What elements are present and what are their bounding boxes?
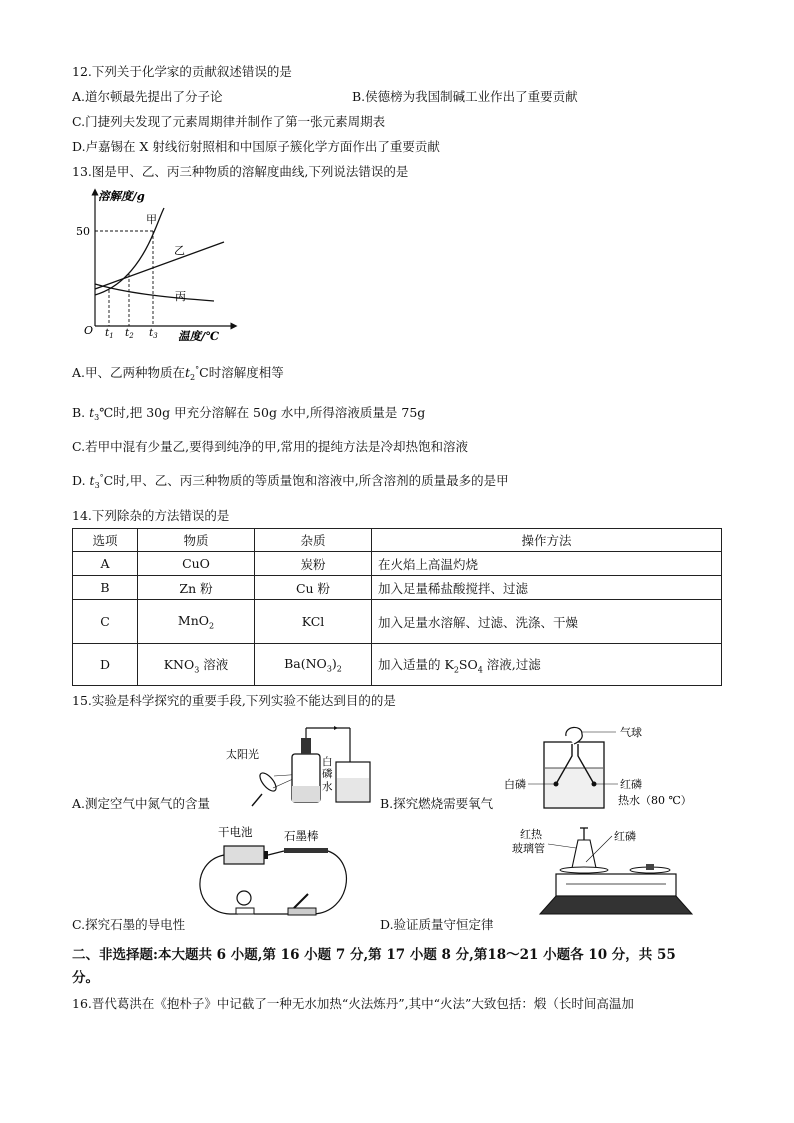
hot-water-label: 热水（80 ℃）	[618, 794, 692, 807]
table-row	[73, 644, 722, 686]
white-p-label-2: 磷	[322, 768, 333, 780]
x-tick-t3: t3	[149, 327, 158, 340]
cell-method: 加入足量稀盐酸搅拌、过滤	[372, 576, 722, 600]
balance-body	[556, 874, 676, 896]
cell-substance: $KNO_3$ 溶液	[138, 644, 255, 686]
cell-impurity: Cu 粉	[255, 576, 372, 600]
q13-option-a: A.甲、乙两种物质在$t_2^\circ C$时溶解度相等	[72, 365, 284, 382]
cell-method: 加入适量的 $K_2SO_4$ 溶液,过滤	[372, 644, 722, 686]
header-substance: 物质	[138, 529, 255, 552]
table-row	[73, 552, 722, 576]
white-p-label-1: 白	[322, 756, 333, 768]
figure-d-apparatus	[500, 822, 700, 922]
balloon-label: 气球	[620, 726, 642, 739]
header-impurity: 杂质	[255, 529, 372, 552]
q15-option-c: C.探究石墨的导电性	[72, 917, 186, 932]
origin-label: O	[84, 324, 94, 337]
header-method: 操作方法	[372, 529, 722, 552]
water-label: 水	[322, 781, 333, 793]
hot-tube-label-1: 红热	[520, 828, 542, 841]
graphite-label: 石墨棒	[284, 829, 319, 843]
section-2-heading-cont: 分。	[72, 970, 99, 986]
table-header-row	[73, 529, 722, 552]
y-axis-label: 溶解度/g	[98, 189, 145, 203]
q12-stem: 12.下列关于化学家的贡献叙述错误的是	[72, 64, 292, 79]
battery-label: 干电池	[218, 825, 253, 839]
q15-option-a: A.测定空气中氮气的含量	[72, 796, 211, 811]
red-p-label: 红磷	[620, 778, 642, 791]
cell-option: D	[73, 644, 138, 686]
cell-method: 在火焰上高温灼烧	[372, 552, 722, 576]
q13-stem: 13.图是甲、乙、丙三种物质的溶解度曲线,下列说法错误的是	[72, 164, 409, 179]
lens	[257, 770, 279, 793]
series-yi-curve	[95, 242, 224, 289]
q13-option-c: C.若甲中混有少量乙,要得到纯净的甲,常用的提纯方法是冷却热饱和溶液	[72, 439, 469, 454]
q15-option-b: B.探究燃烧需要氧气	[380, 796, 494, 811]
x-tick-t1: t1	[105, 327, 114, 340]
q13-option-d: D. $t_3^\circ C$时,甲、乙、丙三种物质的等质量饱和溶液中,所含溶剂的质量最多的是甲	[72, 473, 509, 490]
series-jia-label: 甲	[146, 213, 157, 226]
section-2-heading: 二、非选择题:本大题共 6 小题,第 16 小题 7 分,第 17 小题 8 分,第18～21 小题各 10 分，共 55	[72, 947, 676, 963]
cell-substance: CuO	[138, 552, 255, 576]
bulb	[237, 891, 251, 905]
table-row	[73, 576, 722, 600]
sunlight-label: 太阳光	[226, 748, 259, 761]
cell-impurity: 炭粉	[255, 552, 372, 576]
cell-substance: MnO$_2$	[138, 600, 255, 644]
x-tick-t2: t2	[125, 327, 134, 340]
figure-b-apparatus	[500, 722, 700, 814]
cell-option: C	[73, 600, 138, 644]
series-yi-label: 乙	[174, 244, 185, 257]
cell-impurity: KCl	[255, 600, 372, 644]
header-option: 选项	[73, 529, 138, 552]
q16-stem: 16.晋代葛洪在《抱朴子》中记截了一种无水加热“火法炼丹”,其中“火法”大致包括：煅（长时间高温加	[72, 996, 634, 1011]
white-p-label: 白磷	[504, 778, 526, 791]
y-tick-50: 50	[76, 225, 90, 238]
q13-option-b: B. $t_3℃$时,把 30g 甲充分溶解在 50g 水中,所得溶液质量是 75g	[72, 405, 426, 422]
x-axis-label: 温度/℃	[178, 329, 219, 343]
q12-option-a: A.道尔顿最先提出了分子论	[72, 89, 223, 104]
cell-method: 加入足量水溶解、过滤、洗涤、干燥	[372, 600, 722, 644]
cell-impurity: $Ba(NO_3)_2$	[255, 644, 372, 686]
hot-tube-label-2: 玻璃管	[512, 842, 545, 855]
figure-a-apparatus	[222, 722, 382, 810]
figure-c-apparatus	[190, 822, 360, 922]
q12-option-c: C.门捷列夫发现了元素周期律并制作了第一张元素周期表	[72, 114, 386, 129]
q15-option-d: D.验证质量守恒定律	[380, 917, 494, 932]
q14-stem: 14.下列除杂的方法错误的是	[72, 508, 230, 523]
solubility-chart	[74, 186, 244, 346]
table-row	[73, 600, 722, 644]
cell-substance: Zn 粉	[138, 576, 255, 600]
series-bing-label: 丙	[175, 290, 186, 303]
graphite-rod	[284, 848, 328, 853]
q14-table	[72, 528, 722, 686]
cell-option: A	[73, 552, 138, 576]
switch	[288, 908, 316, 915]
battery	[224, 846, 264, 864]
q12-option-b: B.侯德榜为我国制碱工业作出了重要贡献	[352, 89, 578, 104]
q15-stem: 15.实验是科学探究的重要手段,下列实验不能达到目的的是	[72, 693, 396, 708]
red-p-label-d: 红磷	[614, 830, 636, 843]
q12-option-d: D.卢嘉锡在 X 射线衍射照相和中国原子簇化学方面作出了重要贡献	[72, 139, 440, 154]
cell-option: B	[73, 576, 138, 600]
